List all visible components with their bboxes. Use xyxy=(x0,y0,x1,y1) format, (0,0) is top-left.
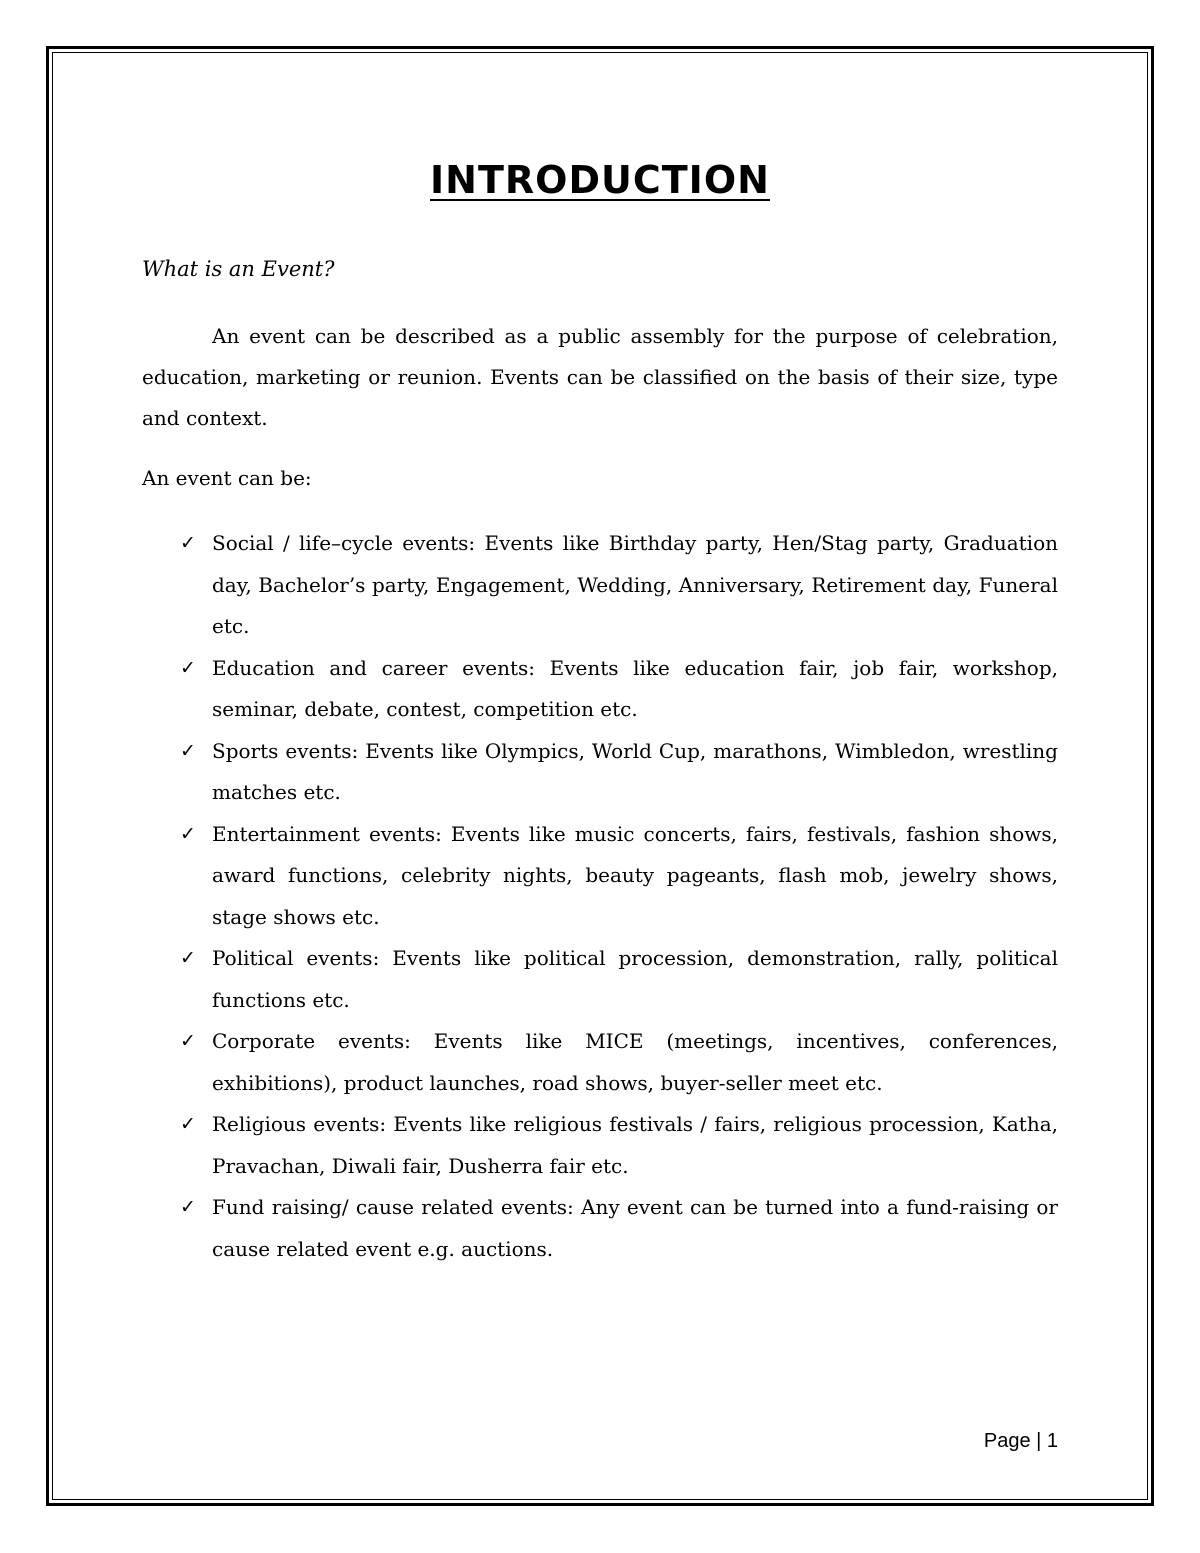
list-item-text: Corporate events: Events like MICE (meetings, incentives, conferences, exhibitions), product launches, road shows, buyer-seller meet etc. xyxy=(212,1029,1058,1095)
page-title xyxy=(142,150,1058,202)
list-item-text: Education and career events: Events like education fair, job fair, workshop, seminar, debate, contest, competition etc. xyxy=(212,655,1058,721)
list-item-text: Political events: Events like political procession, demonstration, rally, political functions etc. xyxy=(212,946,1058,1012)
list-item xyxy=(142,814,1058,939)
intro-paragraph: An event can be described as a public assembly for the purpose of celebration, education, marketing or reunion. Events can be classified on the basis of their size, type and context. xyxy=(142,324,1058,430)
list-item-text: Social / life–cycle events: Events like Birthday party, Hen/Stag party, Graduation day, Bachelor’s party, Engagement, Wedding, Anniversary, Retirement day, Funeral etc. xyxy=(212,531,1058,638)
list-item-text: Sports events: Events like Olympics, World Cup, marathons, Wimbledon, wrestling matches etc. xyxy=(212,738,1058,804)
list-item-text: Religious events: Events like religious festivals / fairs, religious procession, Katha, Pravachan, Diwali fair, Dusherra fair etc. xyxy=(212,1112,1058,1178)
list-item-text: Entertainment events: Events like music concerts, fairs, festivals, fashion shows, award functions, celebrity nights, beauty pageants, flash mob, jewelry shows, stage shows etc. xyxy=(212,821,1058,929)
page-title-text: INTRODUCTION xyxy=(430,158,770,202)
list-item xyxy=(142,938,1058,1021)
list-item-text: Fund raising/ cause related events: Any event can be turned into a fund-raising or cause related event e.g. auctions. xyxy=(212,1195,1058,1261)
checkmark-icon: ✓ xyxy=(180,656,196,679)
document-body xyxy=(142,150,1058,1270)
event-types-list xyxy=(142,523,1058,1270)
list-lead-text: An event can be: xyxy=(142,466,312,490)
checkmark-icon: ✓ xyxy=(180,1113,196,1135)
list-item xyxy=(142,648,1058,731)
list-item xyxy=(142,1104,1058,1187)
section-subheading: What is an Event? xyxy=(142,257,335,281)
checkmark-icon: ✓ xyxy=(180,822,196,845)
list-item xyxy=(142,1187,1058,1270)
page-number-footer: Page | 1 xyxy=(983,1430,1058,1452)
checkmark-icon: ✓ xyxy=(180,1030,196,1052)
list-item xyxy=(142,1021,1058,1104)
checkmark-icon: ✓ xyxy=(180,532,196,554)
list-item xyxy=(142,731,1058,814)
checkmark-icon: ✓ xyxy=(180,739,196,762)
list-item xyxy=(142,523,1058,648)
checkmark-icon: ✓ xyxy=(180,947,196,969)
checkmark-icon: ✓ xyxy=(180,1196,196,1218)
